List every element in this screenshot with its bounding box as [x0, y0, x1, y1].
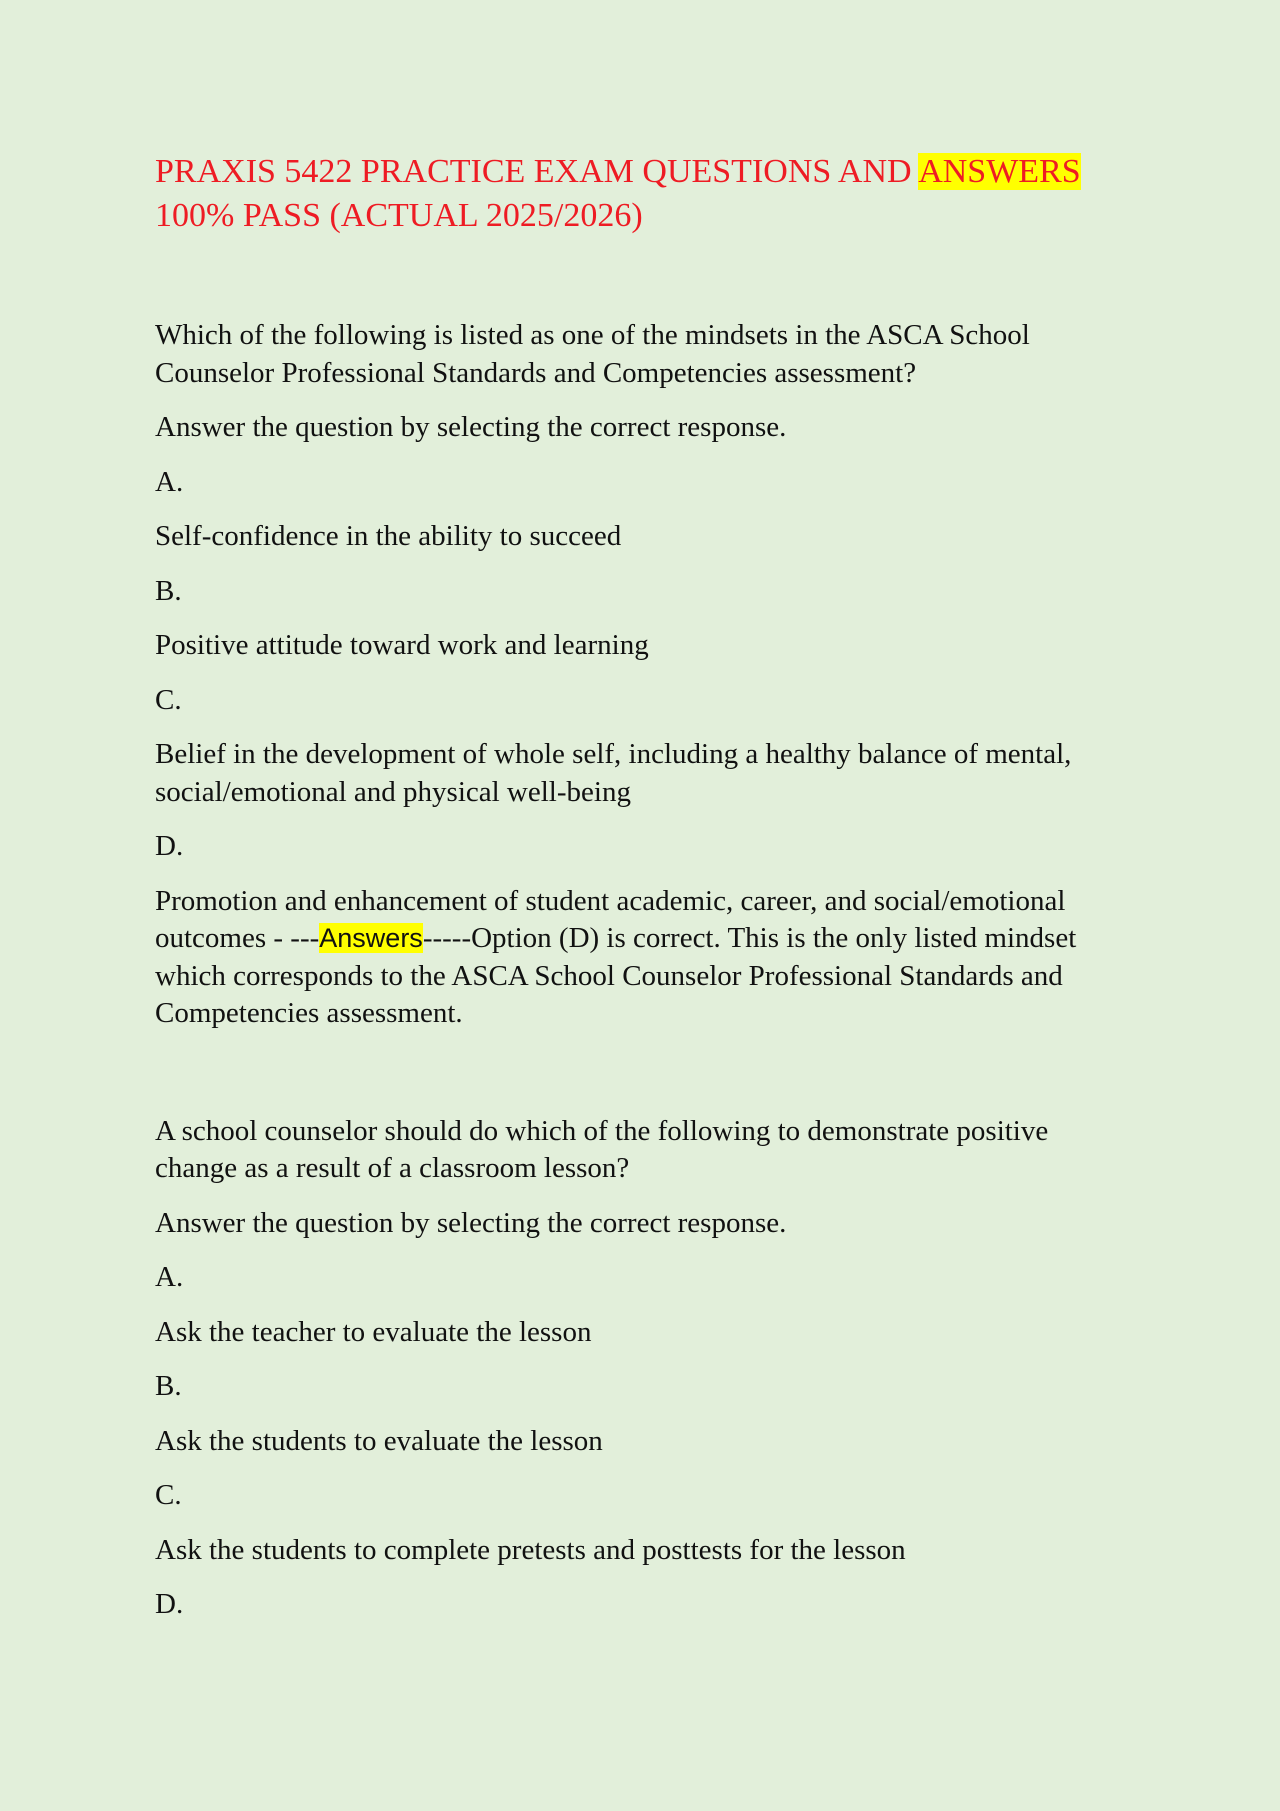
question-1-option-b-text: Positive attitude toward work and learning [155, 629, 649, 661]
question-2-option-b-letter: B. [155, 1370, 182, 1402]
title-text-line1: PRAXIS 5422 PRACTICE EXAM QUESTIONS AND [155, 153, 919, 190]
title-text-line2: 100% PASS (ACTUAL 2025/2026) [155, 197, 643, 234]
question-1-option-a-text: Self-confidence in the ability to succeed [155, 520, 622, 552]
question-1-option-a-letter: A. [155, 465, 184, 498]
question-1-text: Which of the following is listed as one of the mindsets in the ASCA School Counselor Professional Standards and Competencies assessment? [155, 319, 1030, 389]
question-1-option-d-text [155, 883, 1135, 1033]
question-1-option-d-letter: D. [155, 830, 184, 862]
answers-highlight: Answers [319, 923, 423, 953]
answer-explanation: -----Option (D) is correct. This is the only listed mindset which corresponds to the ASCA School Counselor Professional Standards and Competencies assessment. [155, 922, 1077, 1029]
question-1-instruction: Answer the question by selecting the correct response. [155, 411, 787, 443]
option-d-text: Promotion and enhancement of student academic, career, and social/emotional outcomes - --- [155, 884, 1066, 954]
question-2-option-c-letter: C. [155, 1479, 182, 1511]
question-2-text: A school counselor should do which of the following to demonstrate positive change as a result of a classroom lesson? [155, 1114, 1049, 1184]
question-1-option-b-letter: B. [155, 574, 182, 607]
question-2-instruction: Answer the question by selecting the correct response. [155, 1206, 787, 1239]
question-2-option-a-text: Ask the teacher to evaluate the lesson [155, 1315, 592, 1348]
question-2-option-b-text: Ask the students to evaluate the lesson [155, 1424, 603, 1457]
question-2-option-c-text: Ask the students to complete pretests and posttests for the lesson [155, 1533, 906, 1566]
question-2-option-a-letter: A. [155, 1261, 184, 1293]
question-2 [155, 1113, 1135, 1624]
question-1 [155, 317, 1135, 1033]
document-title [155, 150, 1135, 238]
question-2-option-d-letter: D. [155, 1588, 184, 1620]
document-page [155, 150, 1135, 1624]
question-1-option-c-letter: C. [155, 683, 182, 716]
title-highlight: ANSWERS [918, 153, 1081, 190]
question-1-option-c-text: Belief in the development of whole self, including a healthy balance of mental, social/emotional and physical well-being [155, 738, 1072, 808]
